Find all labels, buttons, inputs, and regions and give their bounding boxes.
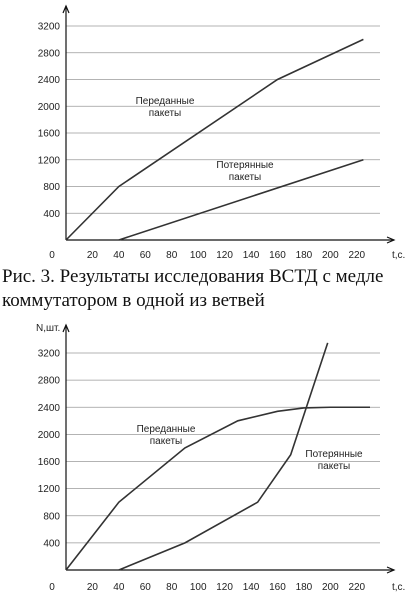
caption-line-1: Рис. 3. Результаты исследования ВСТД с медле	[2, 266, 384, 287]
chart2-y-tick-label-800: 800	[43, 511, 60, 523]
chart2-x-tick-label-80: 80	[166, 582, 178, 593]
chart2-y-tick-label-2400: 2400	[37, 402, 60, 414]
chart2-y-tick-label-400: 400	[43, 538, 60, 550]
chart1-y-tick-label-1600: 1600	[37, 128, 60, 140]
chart2-y-tick-label-3200: 3200	[37, 348, 60, 360]
chart1-x-tick-label-160: 160	[269, 250, 286, 261]
chart2-origin-label: 0	[49, 582, 55, 593]
chart2-x-tick-label-20: 20	[86, 582, 98, 593]
chart1-x-tick-label-40: 40	[113, 250, 125, 261]
chart1-x-tick-label-140: 140	[242, 250, 260, 261]
chart1-y-tick-label-3200: 3200	[37, 21, 60, 33]
chart1-y-tick-label-800: 800	[43, 182, 60, 193]
chart1-series-label-2-line-1: Потерянные	[216, 160, 274, 171]
chart2-x-tick-label-60: 60	[139, 582, 151, 593]
chart1-x-tick-label-60: 60	[139, 250, 151, 261]
chart1-y-tick-label-2400: 2400	[37, 75, 60, 86]
chart1-series-label-2-line-2: пакеты	[228, 172, 262, 183]
chart1-x-tick-label-20: 20	[86, 250, 98, 261]
chart2-x-tick-label-120: 120	[216, 582, 233, 593]
chart2-series-label-1-line-1: Переданные	[136, 424, 196, 435]
chart2-x-tick-label-100: 100	[189, 582, 207, 593]
chart2-x-axis-label: t,c.	[392, 582, 406, 593]
chart2-y-tick-label-1200: 1200	[37, 484, 60, 496]
chart2-y-tick-label-2800: 2800	[37, 375, 60, 387]
chart2-x-tick-label-140: 140	[242, 582, 260, 593]
chart2-x-tick-label-180: 180	[295, 582, 313, 593]
chart2-y-tick-label-1600: 1600	[37, 457, 60, 468]
chart1-y-tick-label-2800: 2800	[37, 48, 60, 60]
chart1-y-tick-label-400: 400	[43, 208, 60, 220]
chart2-series-label-2-line-2: пакеты	[317, 461, 351, 472]
chart1-y-tick-label-2000: 2000	[37, 101, 60, 113]
chart1-x-tick-label-100: 100	[189, 250, 207, 261]
chart2-series-label-2-line-1: Потерянные	[305, 449, 363, 460]
chart2-series-line-2	[119, 343, 328, 570]
chart2-x-tick-label-40: 40	[113, 582, 125, 593]
chart2-x-tick-label-160: 160	[269, 582, 286, 593]
chart2-x-tick-label-200: 200	[322, 582, 339, 593]
chart1-x-tick-label-180: 180	[295, 250, 313, 261]
chart2-series-label-1-line-2: пакеты	[149, 436, 183, 447]
chart1-series-label-1-line-2: пакеты	[148, 108, 182, 119]
chart1-x-axis-label: t,c.	[392, 250, 406, 261]
chart2-y-tick-label-2000: 2000	[37, 429, 60, 441]
chart1-series-label-1-line-1: Переданные	[135, 96, 195, 107]
chart2-y-axis-label: N,шт.	[36, 323, 61, 334]
chart1-x-tick-label-200: 200	[322, 250, 339, 261]
caption-line-2: коммутатором в одной из ветвей	[2, 290, 265, 311]
chart2-x-tick-label-220: 220	[348, 582, 366, 593]
chart1-y-tick-label-1200: 1200	[37, 155, 60, 167]
chart1-x-tick-label-220: 220	[348, 250, 366, 261]
chart1-x-tick-label-120: 120	[216, 250, 233, 261]
chart1-x-tick-label-80: 80	[166, 250, 178, 261]
chart1-series-line-1	[66, 39, 363, 240]
chart1-origin-label: 0	[49, 250, 55, 261]
